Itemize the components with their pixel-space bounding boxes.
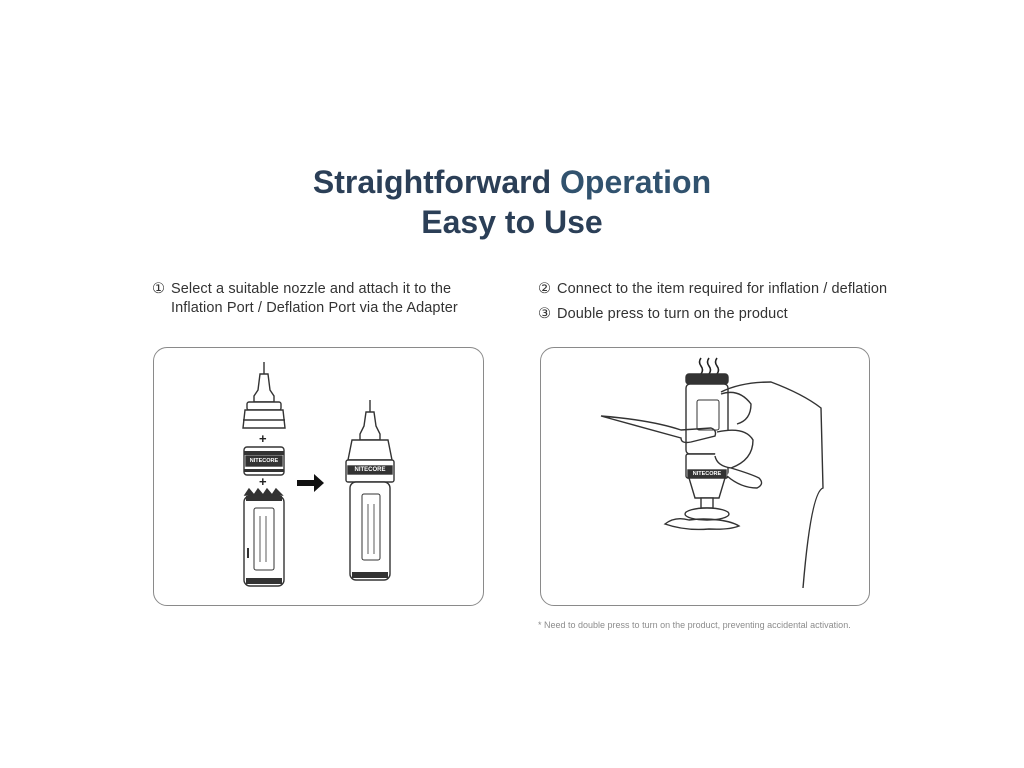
device-brand-label: NITECORE: [692, 471, 722, 477]
step-3-text: Double press to turn on the product: [557, 306, 788, 322]
step-2: [538, 280, 887, 299]
footnote: * Need to double press to turn on the product, preventing accidental activation.: [538, 620, 851, 630]
step-1-text: Select a suitable nozzle and attach it to the: [171, 281, 452, 297]
assembly-illustration: [154, 348, 484, 606]
heat-waves-icon: [700, 358, 719, 374]
step-2-number: ②: [538, 281, 552, 297]
pump-body-part: [244, 489, 284, 586]
step-1-number: ①: [152, 281, 166, 297]
assembly-panel: [153, 347, 484, 606]
nozzle-part: [243, 362, 285, 428]
page-title: [0, 162, 1024, 242]
title-main-text: Straightforward: [312, 164, 560, 200]
title-line-2: Easy to Use: [421, 204, 603, 240]
step-2-text: Connect to the item required for inflation / deflation: [557, 281, 888, 297]
step-1-line-1: [152, 281, 451, 297]
step-1: [152, 280, 458, 318]
assembled-brand-label: NITECORE: [354, 467, 386, 473]
plus-sign-top: +: [259, 431, 267, 446]
assembled-pump: [346, 400, 394, 580]
step-1-text-line-2: Inflation Port / Deflation Port via the Adapter: [171, 300, 458, 316]
title-accent-text: Operation: [560, 164, 712, 200]
arrow-right-icon: [297, 474, 324, 492]
plus-sign-bottom: +: [259, 474, 267, 489]
step-3: [538, 305, 788, 324]
title-line-1: [0, 162, 1024, 202]
usage-panel: [540, 347, 870, 606]
step-3-number: ③: [538, 306, 552, 322]
adapter-brand-label: NITECORE: [249, 458, 279, 464]
